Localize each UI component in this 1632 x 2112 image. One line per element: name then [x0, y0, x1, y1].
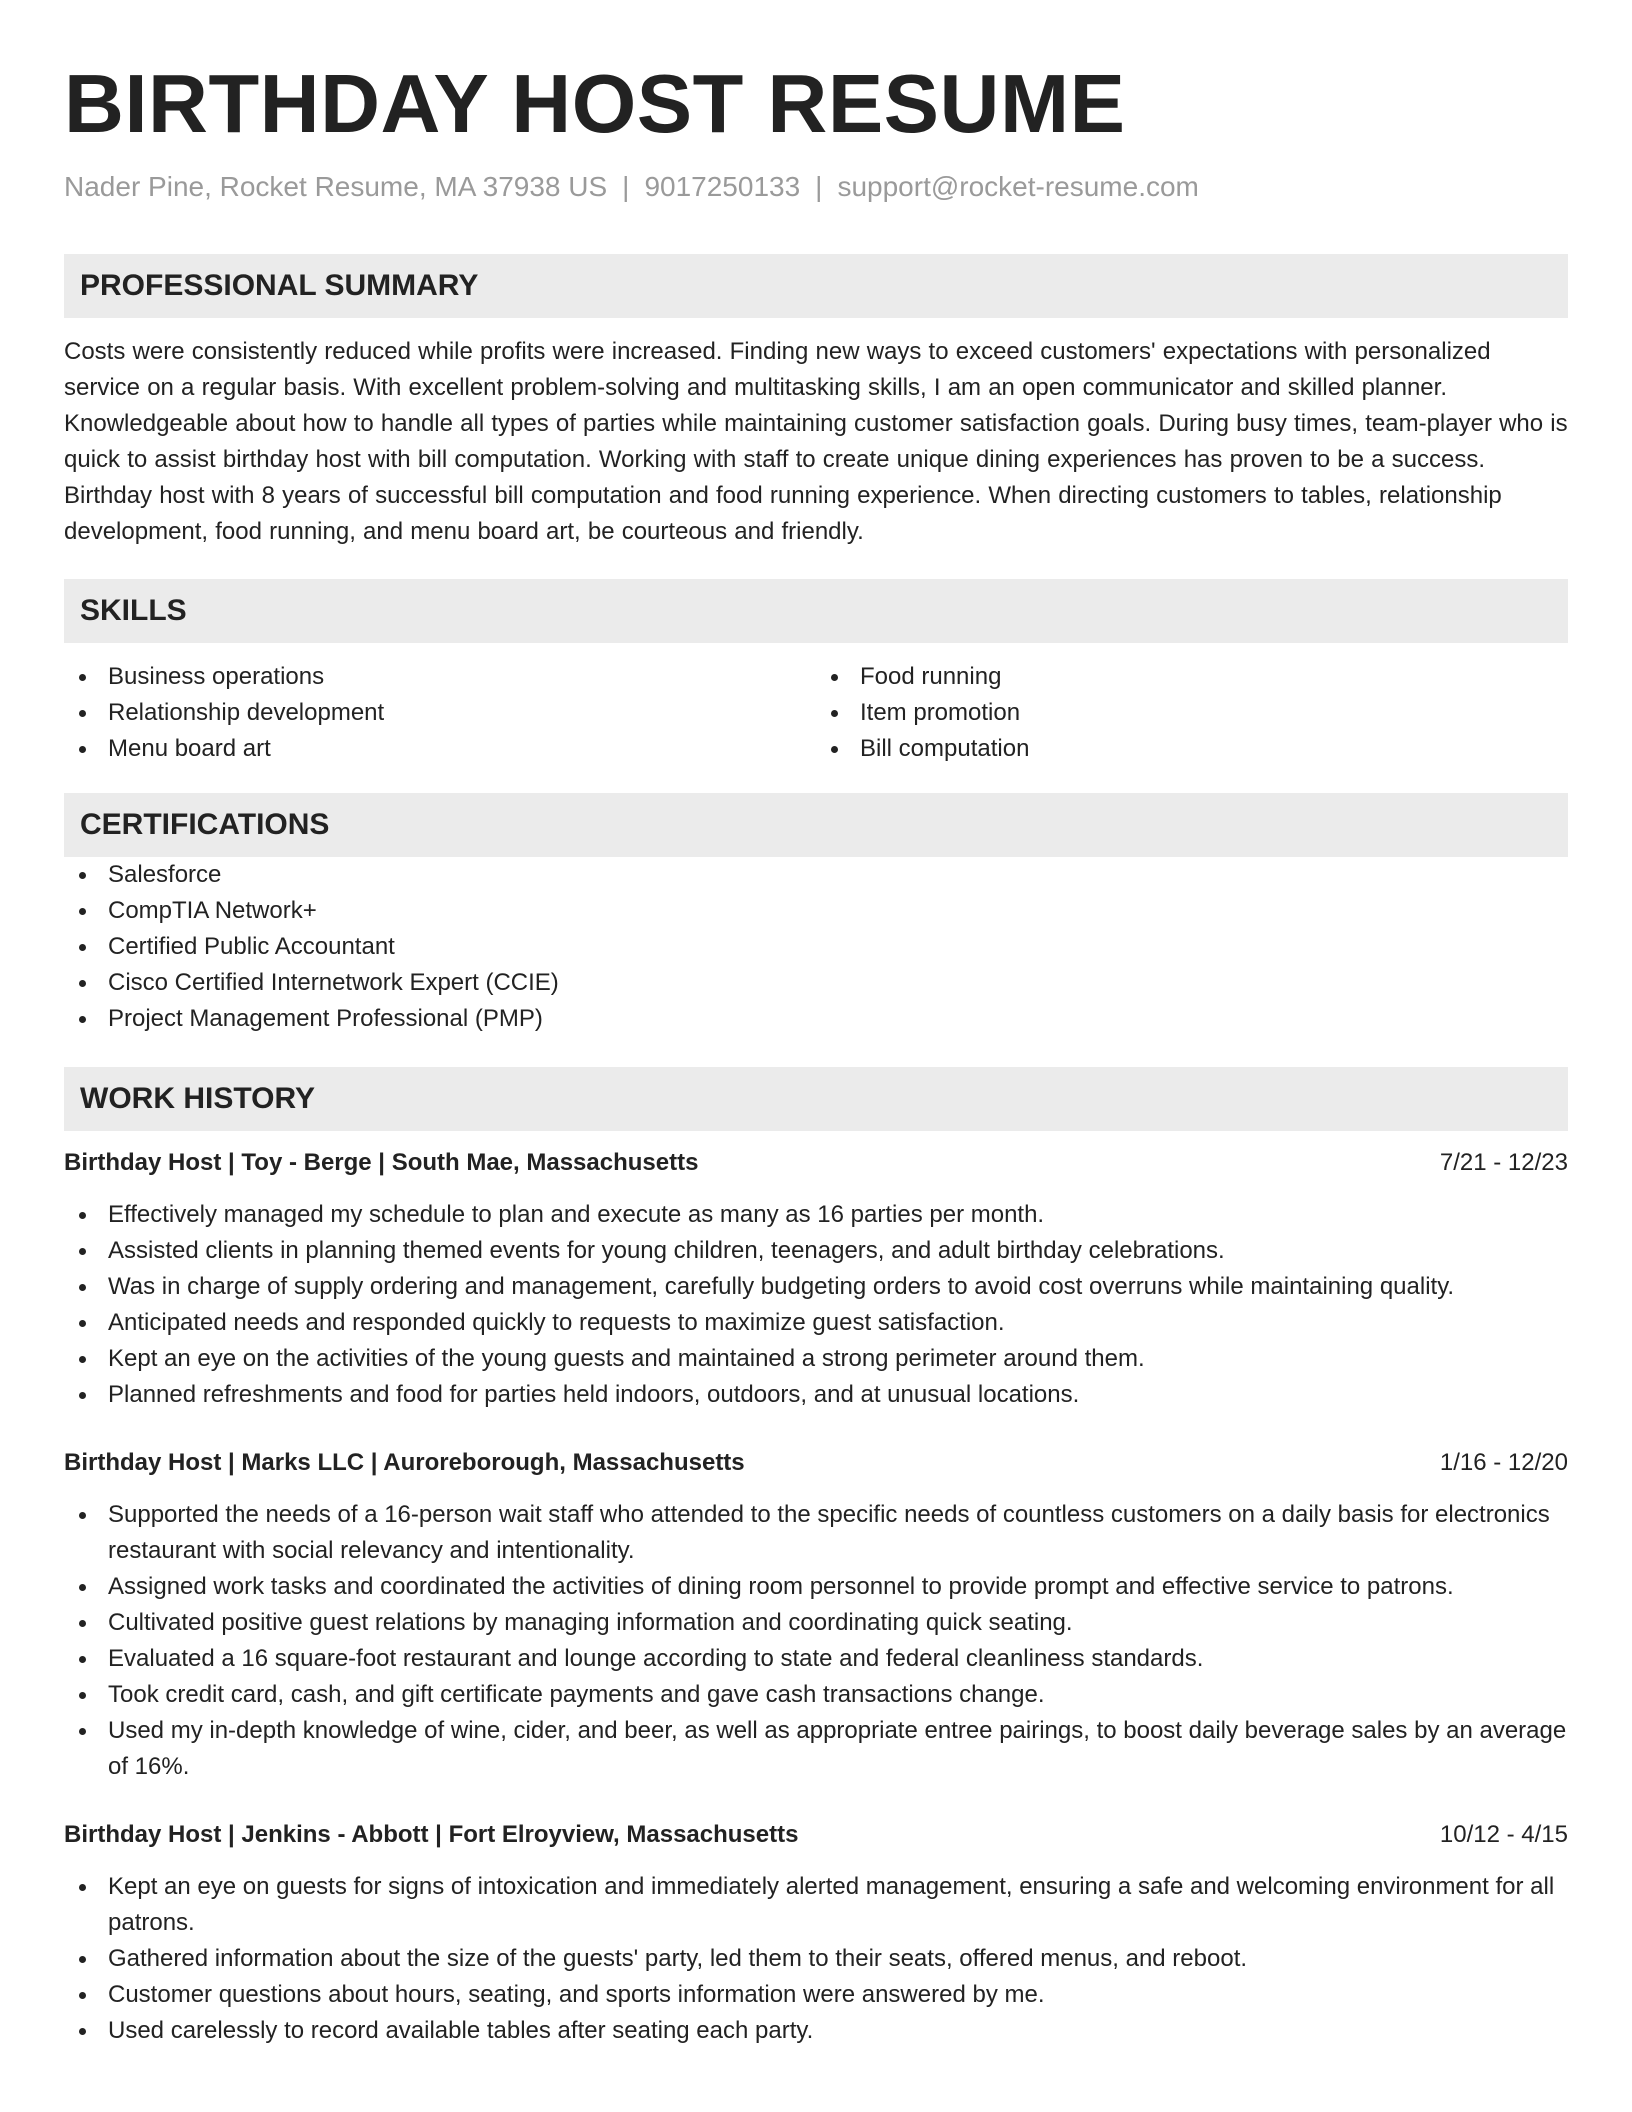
resume-title: BIRTHDAY HOST RESUME	[64, 57, 1126, 150]
skills-grid	[64, 659, 1568, 767]
certification-item: Cisco Certified Internetwork Expert (CCIE)	[64, 965, 1568, 1001]
job-dates: 10/12 - 4/15	[1439, 1821, 1568, 1848]
job-header	[64, 1445, 1568, 1481]
job-bullet: Assisted clients in planning themed events for young children, teenagers, and adult birthday celebrations.	[64, 1233, 1568, 1269]
job-bullet: Evaluated a 16 square-foot restaurant and lounge according to state and federal cleanliness standards.	[64, 1641, 1568, 1677]
skill-item: Bill computation	[816, 731, 1568, 767]
certification-item: Certified Public Accountant	[64, 929, 1568, 965]
certifications-list	[64, 857, 1568, 1037]
skill-item: Item promotion	[816, 695, 1568, 731]
job-bullets	[64, 1497, 1568, 1785]
work-history-heading: WORK HISTORY	[64, 1067, 1568, 1131]
skills-list-left	[64, 659, 816, 767]
job-bullet: Customer questions about hours, seating, and sports information were answered by me.	[64, 1977, 1568, 2013]
job-bullet: Assigned work tasks and coordinated the activities of dining room personnel to provide prompt and effective service to patrons.	[64, 1569, 1568, 1605]
job-bullet: Anticipated needs and responded quickly to requests to maximize guest satisfaction.	[64, 1305, 1568, 1341]
contact-separator: |	[622, 171, 630, 202]
job-title: Birthday Host | Marks LLC | Auroreborough, Massachusetts	[64, 1449, 745, 1476]
certifications-heading: CERTIFICATIONS	[64, 793, 1568, 857]
job-dates: 7/21 - 12/23	[1439, 1149, 1568, 1176]
job-bullet: Cultivated positive guest relations by managing information and coordinating quick seating.	[64, 1605, 1568, 1641]
skills-heading: SKILLS	[64, 579, 1568, 643]
job-header	[64, 1145, 1568, 1181]
job-bullet: Supported the needs of a 16-person wait staff who attended to the specific needs of countless customers on a daily basis for electronics restaurant with social relevancy and intentionality.	[64, 1497, 1568, 1569]
job-entry	[64, 1817, 1568, 2049]
skill-item: Food running	[816, 659, 1568, 695]
contact-email: support@rocket-resume.com	[837, 171, 1199, 202]
job-title: Birthday Host | Jenkins - Abbott | Fort Elroyview, Massachusetts	[64, 1821, 799, 1848]
job-header	[64, 1817, 1568, 1853]
skill-item: Relationship development	[64, 695, 816, 731]
job-dates: 1/16 - 12/20	[1439, 1449, 1568, 1476]
job-bullets	[64, 1869, 1568, 2049]
job-entry	[64, 1145, 1568, 1413]
contact-address: Nader Pine, Rocket Resume, MA 37938 US	[64, 171, 608, 202]
skills-column-right	[816, 659, 1568, 767]
job-bullet: Used carelessly to record available tables after seating each party.	[64, 2013, 1568, 2049]
skill-item: Business operations	[64, 659, 816, 695]
contact-phone: 9017250133	[644, 171, 801, 202]
summary-heading: PROFESSIONAL SUMMARY	[64, 254, 1568, 318]
certification-item: Project Management Professional (PMP)	[64, 1001, 1568, 1037]
certification-item: Salesforce	[64, 857, 1568, 893]
job-entry	[64, 1445, 1568, 1785]
job-bullet: Kept an eye on the activities of the young guests and maintained a strong perimeter around them.	[64, 1341, 1568, 1377]
skills-list-right	[816, 659, 1568, 767]
certification-item: CompTIA Network+	[64, 893, 1568, 929]
contact-separator: |	[815, 171, 823, 202]
job-bullet: Gathered information about the size of the guests' party, led them to their seats, offered menus, and reboot.	[64, 1941, 1568, 1977]
job-bullet: Effectively managed my schedule to plan and execute as many as 16 parties per month.	[64, 1197, 1568, 1233]
job-bullet: Was in charge of supply ordering and management, carefully budgeting orders to avoid cost overruns while maintaining quality.	[64, 1269, 1568, 1305]
job-bullet: Used my in-depth knowledge of wine, cider, and beer, as well as appropriate entree pairings, to boost daily beverage sales by an average of 16%.	[64, 1713, 1568, 1785]
job-bullets	[64, 1197, 1568, 1413]
contact-line	[64, 170, 1568, 204]
job-bullet: Took credit card, cash, and gift certificate payments and gave cash transactions change.	[64, 1677, 1568, 1713]
skill-item: Menu board art	[64, 731, 816, 767]
job-title: Birthday Host | Toy - Berge | South Mae, Massachusetts	[64, 1149, 699, 1176]
job-bullet: Kept an eye on guests for signs of intoxication and immediately alerted management, ensuring a safe and welcoming environment for all patrons.	[64, 1869, 1568, 1941]
job-bullet: Planned refreshments and food for parties held indoors, outdoors, and at unusual locations.	[64, 1377, 1568, 1413]
skills-column-left	[64, 659, 816, 767]
summary-text: Costs were consistently reduced while profits were increased. Finding new ways to exceed customers' expectations with personalized service on a regular basis. With excellent problem-solving and multitasking skills, I am an open communicator and skilled planner. Knowledgeable about how to handle all types of parties while maintaining customer satisfaction goals. During busy times, team-player who is quick to assist birthday host with bill computation. Working with staff to create unique dining experiences has proven to be a success. Birthday host with 8 years of successful bill computation and food running experience. When directing customers to tables, relationship development, food running, and menu board art, be courteous and friendly.	[64, 338, 1568, 545]
